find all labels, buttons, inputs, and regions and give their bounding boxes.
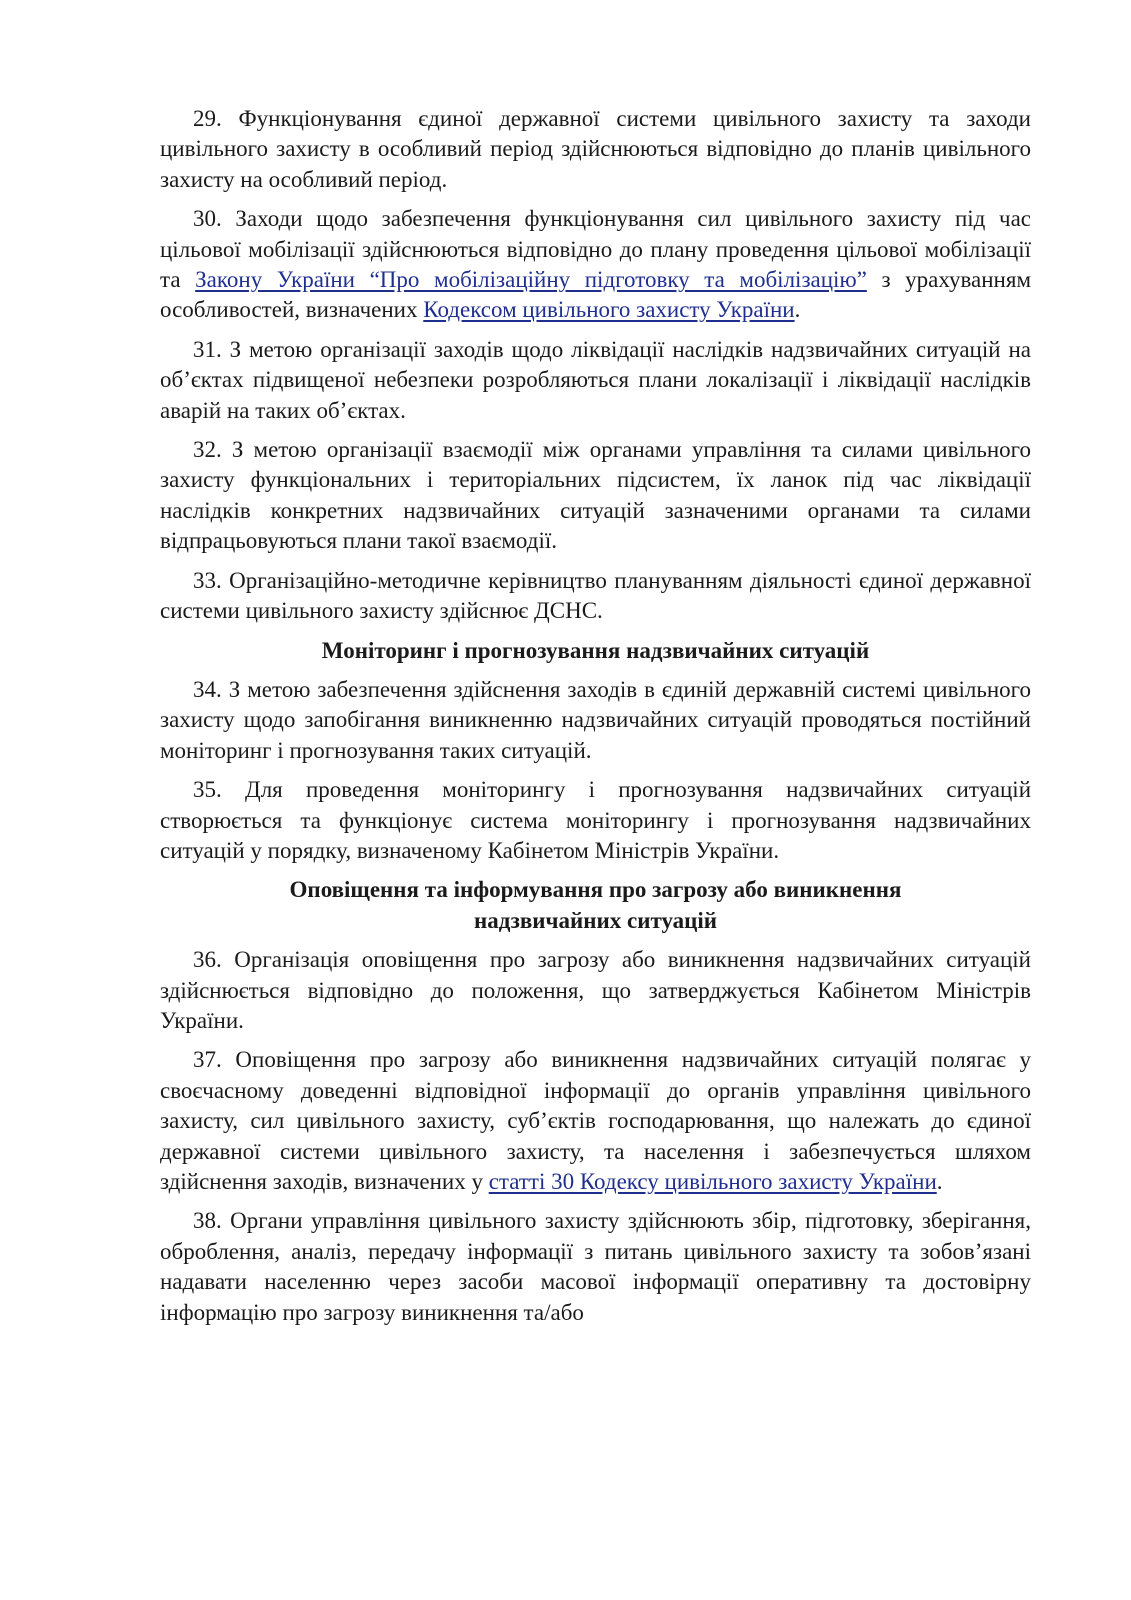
paragraph-32: 32. З метою організації взаємодії між органами управління та силами цивільного захисту функціональних і територіальних підсистем, їх ланок під час ліквідації наслідків конкретних надзвичайних ситуацій зазначеними органами та силами відпрацьовуються плани такої взаємодії.	[160, 437, 1031, 554]
paragraph-34: 34. З метою забезпечення здійснення заходів в єдиній державній системі цивільного захисту щодо запобігання виникненню надзвичайних ситуацій проводяться постійний моніторинг і прогнозування таких ситуацій.	[160, 676, 1031, 763]
paragraph-30-text-1: 30. Заходи щодо забезпечення функціонування сил цивільного захисту під час цільової мобілізації здійснюються відповідно до плану проведення цільової мобілізації та	[160, 206, 1031, 293]
document-page	[160, 104, 1031, 1337]
section-heading-notification: Оповіщення та інформування про загрозу або виникнення надзвичайних ситуацій	[289, 877, 902, 933]
paragraph-35: 35. Для проведення моніторингу і прогнозування надзвичайних ситуацій створюється та функціонує система моніторингу і прогнозування надзвичайних ситуацій у порядку, визначеному Кабінетом Міністрів України.	[160, 777, 1031, 863]
paragraph-31: 31. З метою організації заходів щодо ліквідації наслідків надзвичайних ситуацій на об’єктах підвищеної небезпеки розробляються плани локалізації і ліквідації наслідків аварій на таких об’єктах.	[160, 336, 1031, 423]
paragraph-30-text-2: з урахуванням особливостей, визначених	[160, 267, 1032, 323]
paragraph-36: 36. Організація оповіщення про загрозу або виникнення надзвичайних ситуацій здійснюється відповідно до положення, що затверджується Кабінетом Міністрів України.	[160, 947, 1031, 1033]
paragraph-37-text-1: 37. Оповіщення про загрозу або виникнення надзвичайних ситуацій полягає у своєчасному доведенні відповідної інформації до органів управління цивільного захисту, сил цивільного захисту, суб’єктів господарювання, що належать до єдиної державної системи цивільного захисту, та населення і забезпечується шляхом здійснення заходів, визначених у	[160, 1047, 1031, 1194]
paragraph-33: 33. Організаційно-методичне керівництво плануванням діяльності єдиної державної системи цивільного захисту здійснює ДСНС.	[160, 567, 1031, 624]
paragraph-30-text-3: .	[794, 297, 801, 323]
paragraph-37	[160, 1045, 1031, 1197]
paragraph-29: 29. Функціонування єдиної державної системи цивільного захисту та заходи цивільного захисту в особливий період здійснюються відповідно до планів цивільного захисту на особливий період.	[160, 106, 1031, 192]
paragraph-37-text-2: .	[936, 1169, 943, 1194]
article-30-code-link[interactable]: статті 30 Кодексу цивільного захисту України	[488, 1169, 937, 1194]
paragraph-30	[160, 204, 1031, 326]
paragraph-38: 38. Органи управління цивільного захисту здійснюють збір, підготовку, зберігання, оброблення, аналіз, передачу інформації з питань цивільного захисту та зобов’язані надавати населенню через засоби масової інформації оперативну та достовірну інформацію про загрозу виникнення та/або	[160, 1208, 1031, 1325]
law-mobilization-link[interactable]: Закону України “Про мобілізаційну підготовку та мобілізацію”	[195, 267, 867, 293]
section-heading-monitoring: Моніторинг і прогнозування надзвичайних ситуацій	[321, 637, 870, 663]
civil-protection-code-link[interactable]: Кодексом цивільного захисту України	[423, 297, 795, 323]
